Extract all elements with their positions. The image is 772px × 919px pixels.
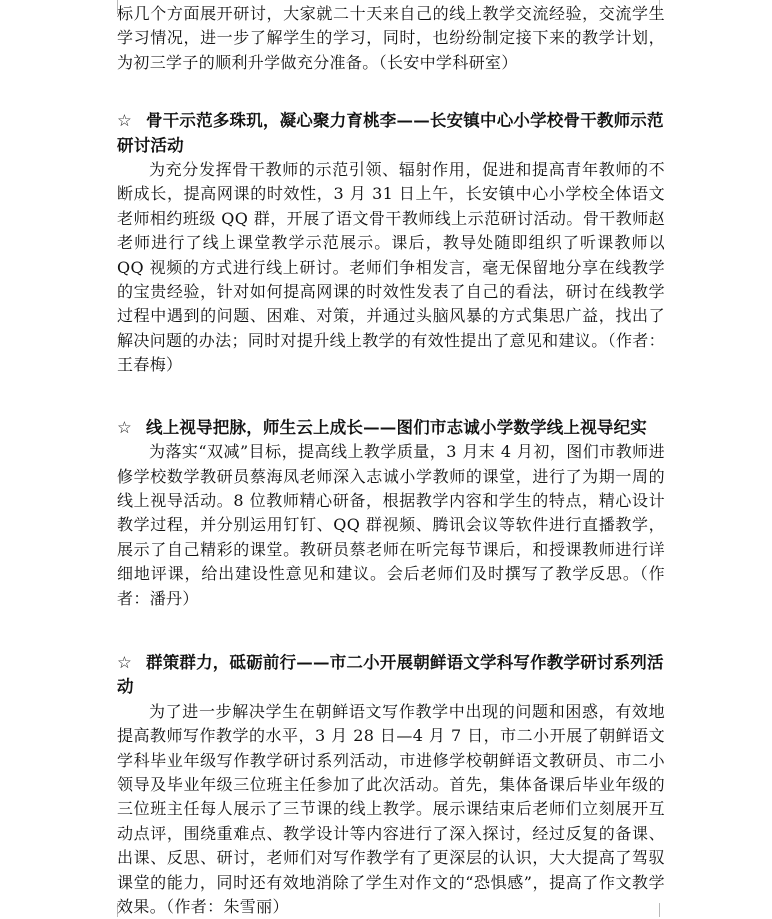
- section-heading: [117, 416, 665, 440]
- star-icon: ☆: [117, 652, 132, 672]
- section-3: [117, 651, 665, 919]
- page-corner-mark: [103, 0, 118, 14]
- section-body: 为了进一步解决学生在朝鲜语文写作教学中出现的问题和困惑，有效地提高教师写作教学的水平，3 月 28 日—4 月 7 日，市二小开展了朝鲜语文学科毕业年级写作教学研讨系列活动，市进修学校朝鲜语文教研员、市二小领导及毕业年级三位班主任参加了此次活动。首先，集体备课后毕业年级的三位班主任每人展示了三节课的线上教学。展示课结束后老师们立刻展开互动点评，围绕重难点、教学设计等内容进行了深入探讨，经过反复的备课、出课、反思、研讨，老师们对写作教学有了更深层的认识，大大提高了驾驭课堂的能力，同时还有效地消除了学生对作文的“恐惧感”，提高了作文教学效果。（作者：朱雪丽）: [117, 701, 665, 916]
- section-2: [117, 416, 665, 611]
- section-body: 为落实“双减”目标，提高线上教学质量，3 月末 4 月初，图们市教师进修学校数学教研员蔡海凤老师深入志诚小学教师的课堂，进行了为期一周的线上视导活动。8 位教师精心研备，根据教学内容和学生的特点，精心设计教学过程，并分别运用钉钉、QQ 群视频、腾讯会议等软件进行直播教学，展示了自己精彩的课堂。教研员蔡老师在听完每节课后，和授课教师进行详细地评课，给出建设性意见和建议。会后老师们及时撰写了教学反思。（作者：潘丹）: [117, 442, 665, 608]
- document-body: [117, 2, 665, 919]
- section-heading: [117, 109, 665, 158]
- section-heading: [117, 651, 665, 700]
- section-1: [117, 109, 665, 377]
- section-title: 群策群力，砥砺前行——市二小开展朝鲜语文学科写作教学研讨系列活动: [117, 652, 664, 697]
- section-title: 骨干示范多珠玑，凝心聚力育桃李——长安镇中心小学校骨干教师示范研讨活动: [117, 111, 664, 155]
- star-icon: ☆: [117, 417, 132, 437]
- page-corner-mark: [103, 903, 118, 917]
- intro-paragraph: 标几个方面展开研讨，大家就二十天来自己的线上教学交流经验，交流学生学习情况，进一步了解学生的学习，同时，也纷纷制定接下来的教学计划，为初三学子的顺利升学做充分准备。（长安中学科研室）: [117, 4, 665, 72]
- star-icon: ☆: [117, 111, 132, 131]
- section-body: 为充分发挥骨干教师的示范引领、辐射作用，促进和提高青年教师的不断成长，提高网课的时效性，3 月 31 日上午，长安镇中心小学校全体语文老师相约班级 QQ 群，开展了语文骨干教师线上示范研讨活动。骨干教师赵老师进行了线上课堂教学示范展示。课后，教导处随即组织了听课教师以 QQ 视频的方式进行线上研讨。老师们争相发言，毫无保留地分享在线教学的宝贵经验，针对如何提高网课的时效性发表了自己的看法，研讨在线教学过程中遇到的问题、困难、对策，并通过头脑风暴的方式集思广益，找出了解决问题的办法；同时对提升线上教学的有效性提出了意见和建议。（作者：王春梅）: [117, 160, 665, 375]
- section-title: 线上视导把脉，师生云上成长——图们市志诚小学数学线上视导纪实: [146, 417, 647, 437]
